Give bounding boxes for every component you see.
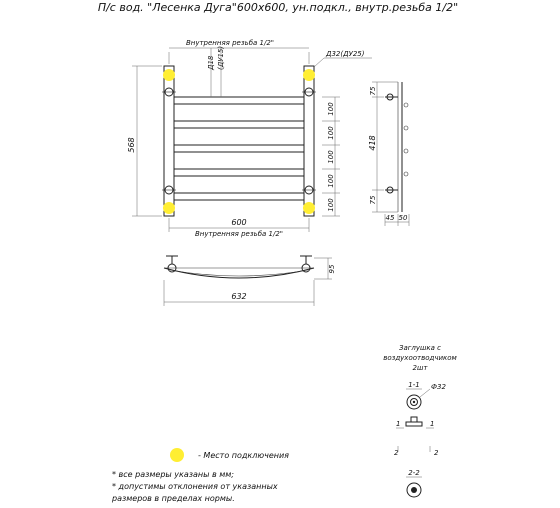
side-offset-1: 45	[385, 214, 395, 222]
mark-1-right: 1	[430, 420, 435, 428]
section-1-label: 1-1	[408, 381, 420, 389]
plug-title-2: воздухоотводчиком	[383, 354, 457, 362]
legend-connection-text: - Место подключения	[198, 451, 289, 460]
legend	[170, 448, 289, 462]
plug-valve	[411, 417, 417, 422]
section-2-label: 2-2	[408, 469, 420, 477]
du15-label: (ДУ15)	[217, 45, 225, 70]
connection-point-top-right	[303, 69, 315, 81]
dim-spacing: 100	[327, 126, 335, 140]
mark-2-right: 2	[434, 449, 439, 457]
rung	[174, 145, 304, 152]
dim-spacing: 100	[327, 174, 335, 188]
side-dim-middle: 418	[368, 135, 377, 151]
plug-title-1: Заглушка с	[398, 344, 442, 352]
legend-connection-marker	[170, 448, 184, 462]
plug-center-dot	[413, 401, 415, 403]
note-line: * допустимы отклонения от указанных	[112, 482, 278, 491]
dim-spacing: 100	[327, 150, 335, 164]
connection-point-bottom-right	[303, 202, 315, 214]
plug-body	[406, 422, 422, 426]
rung	[174, 121, 304, 128]
rung	[174, 193, 304, 200]
top-arc-outer	[164, 268, 314, 278]
plug-2-inner	[411, 487, 417, 493]
mark-1-left: 1	[396, 420, 401, 428]
thread-label-top: Внутренняя резьба 1/2"	[185, 39, 275, 47]
connection-point-bottom-left	[163, 202, 175, 214]
side-view	[368, 82, 409, 226]
top-dim-width: 632	[231, 292, 247, 301]
note-line: * все размеры указаны в мм;	[112, 470, 234, 479]
plug-d32: Ф32	[431, 383, 446, 391]
side-dim-bottom: 75	[369, 195, 377, 205]
side-offset-2: 50	[398, 214, 408, 222]
d32-label: Д32(ДУ25)	[326, 50, 365, 58]
thread-label-bottom: Внутренняя резьба 1/2"	[194, 230, 284, 238]
dim-axis-width: 600	[231, 218, 247, 227]
note-line: размеров в пределах нормы.	[112, 494, 235, 503]
rung	[174, 97, 304, 104]
dim-spacing: 100	[327, 102, 335, 116]
plug-detail	[383, 344, 457, 497]
top-dim-depth: 95	[328, 264, 336, 274]
rung	[174, 169, 304, 176]
dim-spacing: 100	[327, 198, 335, 212]
top-arc-inner	[170, 270, 308, 276]
dim-total-height: 568	[127, 137, 136, 153]
front-view	[127, 39, 372, 238]
rungs	[174, 97, 304, 200]
plug-title-3: 2шт	[412, 364, 428, 372]
d18-label: Д18	[207, 55, 215, 70]
connection-point-top-left	[163, 69, 175, 81]
notes	[111, 470, 278, 503]
mark-2-left: 2	[394, 449, 399, 457]
side-dim-top: 75	[369, 86, 377, 96]
top-view	[164, 256, 336, 306]
drawing-title: П/с вод. "Лесенка Дуга"600х600, ун.подкл., внутр.резьба 1/2"	[97, 1, 459, 14]
